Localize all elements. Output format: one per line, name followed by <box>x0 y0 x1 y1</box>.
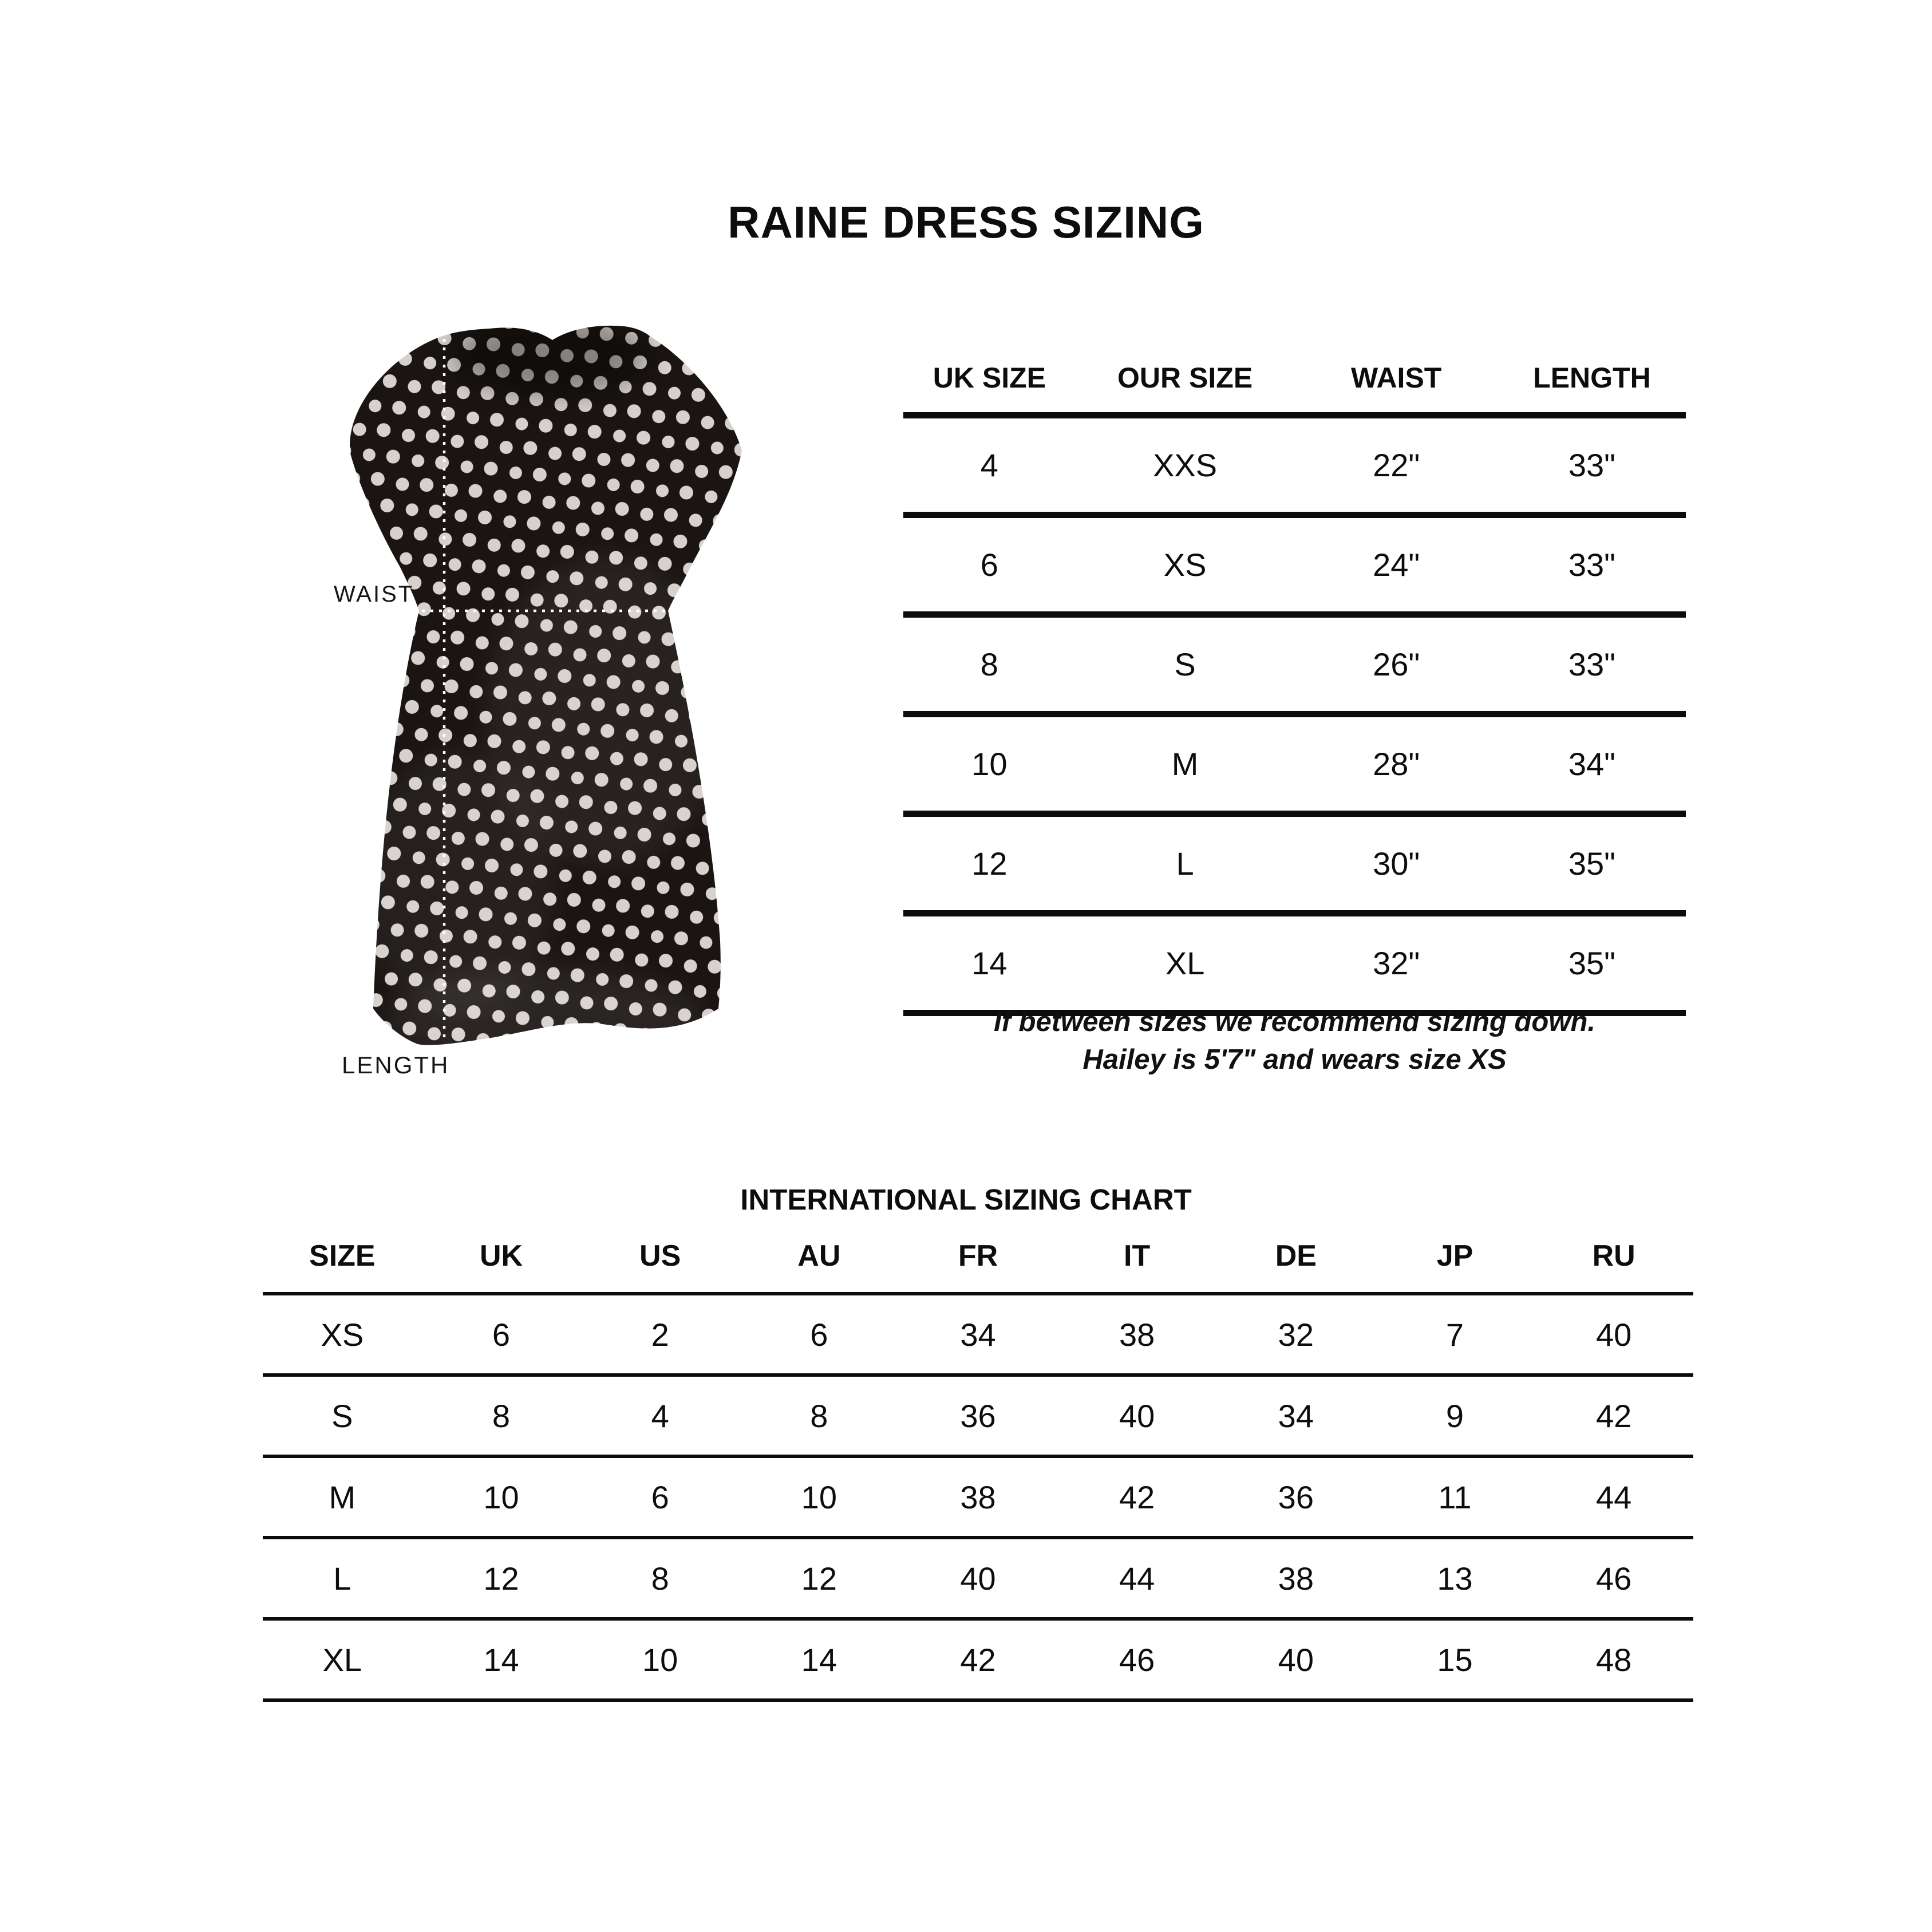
table-cell: 12 <box>483 1560 519 1597</box>
table-cell: L <box>1176 846 1194 882</box>
table-cell: 14 <box>483 1641 519 1678</box>
table-cell: 12 <box>801 1560 837 1597</box>
table-cell: 6 <box>810 1316 828 1353</box>
table-cell: 6 <box>980 547 998 583</box>
table-row <box>903 811 1686 910</box>
table-cell: 44 <box>1119 1560 1155 1597</box>
table-cell: 10 <box>642 1641 678 1678</box>
column-header: UK SIZE <box>933 362 1046 394</box>
size-table <box>903 343 1686 1016</box>
table-cell: 10 <box>801 1479 837 1515</box>
table-cell: 42 <box>1119 1479 1155 1515</box>
table-cell: 35" <box>1568 945 1616 981</box>
table-cell: 46 <box>1596 1560 1632 1597</box>
table-cell: 32" <box>1373 945 1420 981</box>
column-header: DE <box>1275 1239 1317 1273</box>
table-row <box>903 412 1686 512</box>
table-cell: L <box>333 1560 351 1597</box>
table-cell: 40 <box>1596 1316 1632 1353</box>
table-cell: 8 <box>651 1560 669 1597</box>
table-cell: 32 <box>1278 1316 1314 1353</box>
table-cell: 34" <box>1568 746 1616 782</box>
table-row <box>263 1536 1693 1617</box>
column-header: FR <box>958 1239 998 1273</box>
table-cell: 15 <box>1437 1641 1473 1678</box>
table-cell: 4 <box>980 447 998 483</box>
international-chart-title: INTERNATIONAL SIZING CHART <box>740 1183 1192 1216</box>
column-header: LENGTH <box>1533 362 1651 394</box>
table-cell: 34 <box>960 1316 996 1353</box>
table-cell: 6 <box>651 1479 669 1515</box>
table-cell: 48 <box>1596 1641 1632 1678</box>
table-cell: 36 <box>960 1397 996 1434</box>
table-cell: 34 <box>1278 1397 1314 1434</box>
table-cell: 12 <box>971 846 1008 882</box>
table-row <box>263 1455 1693 1536</box>
table-cell: XL <box>322 1641 362 1678</box>
table-header-row <box>903 343 1686 412</box>
table-cell: 8 <box>492 1397 511 1434</box>
table-cell: 11 <box>1438 1479 1472 1515</box>
column-header: SIZE <box>309 1239 376 1273</box>
column-header: OUR SIZE <box>1117 362 1253 394</box>
page-title: RAINE DRESS SIZING <box>728 197 1204 247</box>
table-cell: 38 <box>1119 1316 1155 1353</box>
table-cell: 40 <box>960 1560 996 1597</box>
table-row <box>903 910 1686 1010</box>
column-header: JP <box>1436 1239 1473 1273</box>
column-header: AU <box>797 1239 841 1273</box>
table-cell: 44 <box>1596 1479 1632 1515</box>
dress-image <box>338 316 761 1066</box>
table-cell: XS <box>321 1316 364 1353</box>
table-cell: 36 <box>1278 1479 1314 1515</box>
table-cell: 26" <box>1373 646 1420 682</box>
table-row <box>903 512 1686 611</box>
table-cell: 8 <box>980 646 998 682</box>
table-cell: 28" <box>1373 746 1420 782</box>
table-cell: 8 <box>810 1397 828 1434</box>
table-cell: 33" <box>1568 447 1616 483</box>
table-cell: 24" <box>1373 547 1420 583</box>
table-cell: 14 <box>801 1641 837 1678</box>
table-cell: 13 <box>1437 1560 1473 1597</box>
table-cell: XL <box>1165 945 1205 981</box>
table-cell: S <box>331 1397 353 1434</box>
table-cell: 30" <box>1373 846 1420 882</box>
table-cell: 33" <box>1568 646 1616 682</box>
table-cell: 40 <box>1278 1641 1314 1678</box>
table-row <box>263 1373 1693 1455</box>
table-cell: 4 <box>651 1397 669 1434</box>
table-cell: 38 <box>1278 1560 1314 1597</box>
table-bottom-rule <box>263 1698 1693 1702</box>
table-row <box>903 611 1686 711</box>
table-cell: 46 <box>1119 1641 1155 1678</box>
international-size-table <box>263 1219 1693 1702</box>
waist-label: WAIST <box>334 582 414 607</box>
column-header: WAIST <box>1351 362 1442 394</box>
table-cell: 42 <box>960 1641 996 1678</box>
column-header: UK <box>479 1239 523 1273</box>
table-header-row <box>263 1219 1693 1292</box>
table-row <box>263 1617 1693 1698</box>
table-cell: S <box>1174 646 1196 682</box>
table-cell: 14 <box>971 945 1008 981</box>
table-row <box>903 711 1686 811</box>
column-header: RU <box>1592 1239 1635 1273</box>
table-cell: 9 <box>1445 1397 1464 1434</box>
table-cell: 40 <box>1119 1397 1155 1434</box>
table-cell: M <box>1171 746 1199 782</box>
table-cell: 42 <box>1596 1397 1632 1434</box>
table-cell: XXS <box>1153 447 1218 483</box>
table-cell: XS <box>1163 547 1207 583</box>
table-cell: 38 <box>960 1479 996 1515</box>
sizing-note-line1: If between sizes we recommend sizing down. <box>993 1006 1595 1037</box>
length-label: LENGTH <box>342 1052 450 1078</box>
table-cell: 10 <box>971 746 1008 782</box>
table-cell: 2 <box>651 1316 669 1353</box>
table-cell: 33" <box>1568 547 1616 583</box>
table-cell: M <box>329 1479 356 1515</box>
table-cell: 22" <box>1373 447 1420 483</box>
table-cell: 7 <box>1445 1316 1464 1353</box>
column-header: IT <box>1124 1239 1151 1273</box>
column-header: US <box>639 1239 681 1273</box>
table-row <box>263 1292 1693 1373</box>
sizing-note <box>903 1003 1686 1078</box>
table-cell: 35" <box>1568 846 1616 882</box>
sizing-note-line2: Hailey is 5'7" and wears size XS <box>1082 1044 1507 1075</box>
table-cell: 10 <box>483 1479 519 1515</box>
table-cell: 6 <box>492 1316 511 1353</box>
